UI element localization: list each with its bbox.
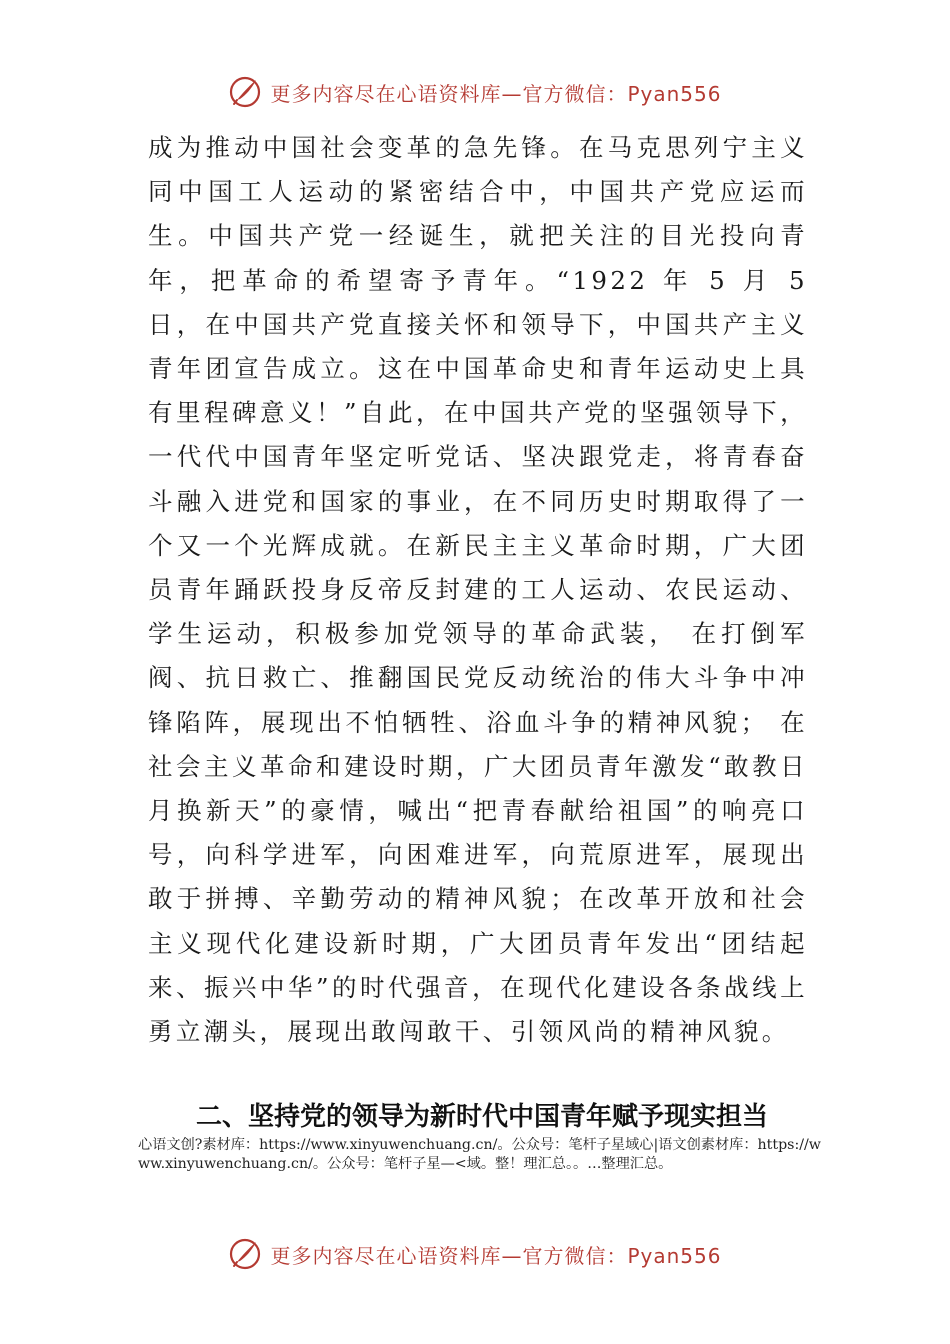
watermark-text: 更多内容尽在心语资料库—官方微信：Pyan556 [270,81,722,106]
footer-source-note: 心语文创?素材库：https://www.xinyuwenchuang.cn/。公众号：笔杆子星域心|语文创素材库：https://www.xinyuwenchuang.cn/。公众号：笔杆子星—<域。整！理汇总。。…整理汇总。 [138,1137,821,1172]
body-paragraph: 成为推动中国社会变革的急先锋。在马克思列宁主义同中国工人运动的紧密结合中，中国共产党应运而生。中国共产党一经诞生，就把关注的目光投向青年，把革命的希望寄予青年。“1922 年 5 月 5 日，在中国共产党直接关怀和领导下，中国共产主义青年团宣告成立。这在中国革命史和青年运动史上具有里程碑意义！”自此，在中国共产党的坚强领导下，一代代中国青年坚定听党话、坚决跟党走，将青春奋斗融入进党和国家的事业，在不同历史时期取得了一个又一个光辉成就。在新民主主义革命时期，广大团员青年踊跃投身反帝反封建的工人运动、农民运动、学生运动，积极参加党领导的革命武装， 在打倒军阀、抗日救亡、推翻国民党反动统治的伟大斗争中冲锋陷阵，展现出不怕牺牲、浴血斗争的精神风貌； 在社会主义革命和建设时期，广大团员青年激发“敢教日月换新天”的豪情，喊出“把青春献给祖国”的响亮口号，向科学进军，向困难进军，向荒原进军，展现出敢于拼搏、辛勤劳动的精神风貌；在改革开放和社会主义现代化建设新时期，广大团员青年发出“团结起来、振兴中华”的时代强音，在现代化建设各条战线上勇立潮头，展现出敢闯敢干、引领风尚的精神风貌。 [148,133,808,1047]
watermark-footer [0,1232,950,1276]
section-heading: 二、坚持党的领导为新时代中国青年赋予现实担当 [196,1102,769,1132]
watermark-header [0,70,950,114]
quill-seal-icon [228,1237,262,1271]
quill-seal-icon [228,75,262,109]
watermark-text: 更多内容尽在心语资料库—官方微信：Pyan556 [270,1243,722,1268]
